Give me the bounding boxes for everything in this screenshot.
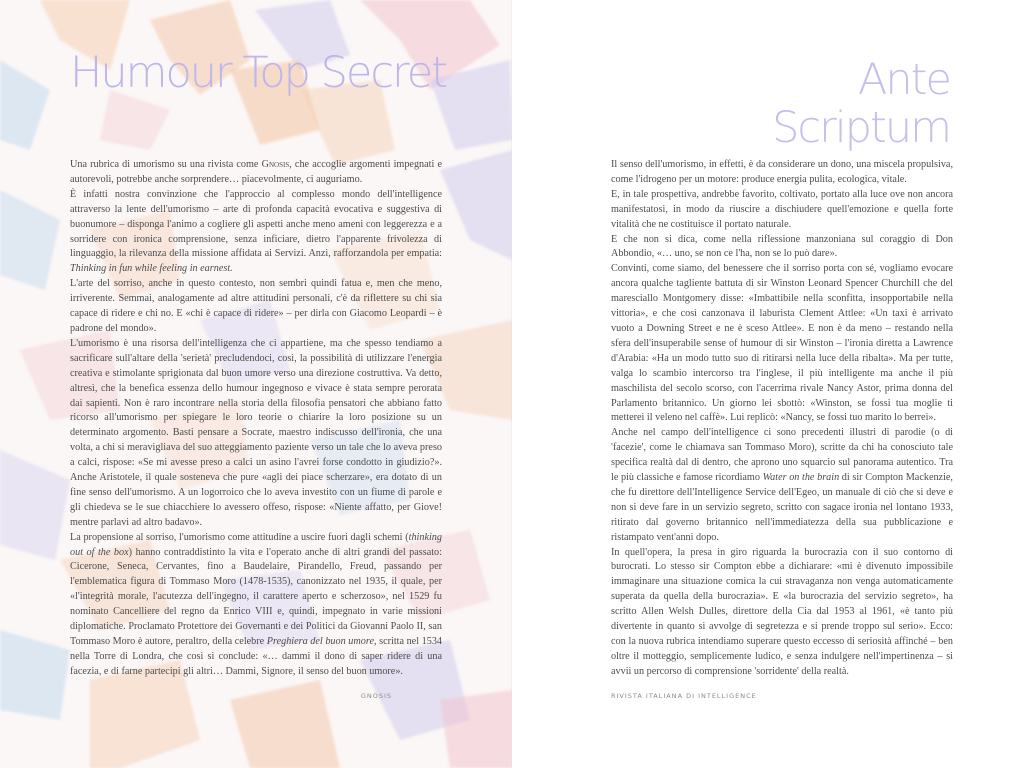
section-title-line: Scriptum bbox=[772, 103, 950, 153]
magazine-name: Gnosis bbox=[261, 159, 290, 170]
article-body-left bbox=[70, 158, 442, 680]
paragraph: L'umorismo è una risorsa dell'intelligenza che ci appartiene, ma che spesso tendiamo a sacrificare sull'altare della 'serietà' precludendoci, così, la possibilità di utilizzare l'energia creativa e stimolante sprigionata dal buon umore verso una direzione costruttiva. Va detto, altresì, che la benefica essenza dello humour ingegnoso e vivace è stata sempre perorata dai sapienti. Non è raro incontrare nella storia della filosofia pensatori che abbiano fatto ricorso all'umorismo per spiegare le loro teorie o chiarire la loro posizione su un determinato argomento. Basti pensare a Socrate, maestro indiscusso dell'ironia, che una volta, a chi si meravigliava del suo atteggiamento paziente verso un tale che lo aveva preso a calci, rispose: «Se mi avesse preso a calci un asino l'avrei forse condotto in giudizio?». Anche Aristotele, il quale sosteneva che pure «agli dei piace scherzare», era dotato di un fine senso dell'umorismo. A un logorroico che lo aveva investito con un fiume di parole e gli chiedeva se le sue chiacchiere lo avessero offeso, rispose: «Niente affatto, per Giove! mentre parlavi ad altro badavo». bbox=[70, 337, 442, 528]
paragraph: Una rubrica di umorismo su una rivista come Gnosis, che accoglie argomenti impegnati e autorevoli, potrebbe anche sorprendere… piacevolmente, ci auguriamo. bbox=[70, 159, 443, 185]
bird-shape bbox=[0, 630, 70, 720]
folio-magazine-name: GNOSIS bbox=[360, 692, 392, 700]
folio-magazine-subtitle: RIVISTA ITALIANA DI INTELLIGENCE bbox=[611, 692, 757, 700]
bird-shape bbox=[230, 680, 340, 768]
bird-shape bbox=[440, 150, 512, 260]
bird-shape bbox=[440, 690, 512, 768]
paragraph: Anche nel campo dell'intelligence ci sono precedenti illustri di parodie (o di 'facezie', come le chiamava san Tommaso Moro), scritte da chi ha conosciuto tale specifica realtà dal di dentro, che aprono uno squarcio sul panorama autentico. Tra le più classiche e famose ricordiamo Water on the brain di sir Compton Mackenzie, che fu direttore dell'Intelligence Service dell'Egeo, un manuale di ciò che si deve e non si deve fare in un servizio segreto, scritto con sagace ironia nel lontano 1933, ritirato dal governo britannico nell'immediatezza della sua pubblicazione e ristampato vent'anni dopo. bbox=[611, 427, 953, 543]
paragraph: Convinti, come siamo, del benessere che il sorriso porta con sé, vogliamo evocare ancora qualche tagliente battuta di sir Winston Leonard Spencer Churchill che del maresciallo Montgomery disse: «Imbattibile nella sconfitta, insopportabile nella vittoria», e che così canzonava il laburista Clement Attlee: «Un taxi è arrivato vuoto a Downing Street e ne è sceso Attlee». E non è da meno – restando nella sfera dell'insuperabile sense of humour di sir Winston – l'ironia diretta a Lawrence d'Arabia: «Ha un modo tutto suo di ritirarsi nella luce della ribalta». Ma per tutte, valga lo scambio intercorso tra l'inglese, il più intelligente ma anche il più maschilista del secolo scorso, con l'acerrima rivale Nancy Astor, prima donna del Parlamento britannico. Un giorno lei sbottò: «Winston, se fossi tua moglie ti metterei il veleno nel caffè». Lui replicò: «Nancy, se fossi tuo marito lo berrei». bbox=[611, 263, 953, 424]
section-title bbox=[772, 56, 950, 152]
bird-shape bbox=[0, 450, 70, 560]
book-title: Water on the brain bbox=[762, 472, 840, 484]
paragraph: In quell'opera, la presa in giro riguarda la burocrazia con il suo contorno di burocrati. Lo stesso sir Compton ebbe a dichiarare: «mi è divenuto impossibile immaginare una situazione comica la cui stravaganza non venga automaticamente superata da quella della burocrazia». E «la burocrazia del servizio segreto», ha scritto Allen Welsh Dulles, direttore della Cia dal 1953 al 1961, «è tanto più divertente in quanto si avvolge di segretezza e si prende troppo sul serio». Ecco: con la nuova rubrica intendiamo superare questo eccesso di seriosità affinché – ben oltre il motteggio, semplicemente ludico, e senza indulgere nell'impertinenza – si avvii un percorso di comprensione 'sorridente' della realtà. bbox=[611, 546, 953, 677]
paragraph: La propensione al sorriso, l'umorismo come attitudine a uscire fuori dagli schemi (thinking out of the box) hanno contraddistinto la vita e l'operato anche di altri grandi del passato: Cicerone, Seneca, Cervantes, fino a Baudelaire, Pirandello, Freud, passando per l'emblematica figura di Tommaso Moro (1478-1535), canonizzato nel 1935, il quale, per «l'integrità morale, l'acutezza dell'ingegno, il carattere aperto e scherzoso», nel 1529 fu nominato Cancelliere del regno da Enrico VIII e, quindi, impegnato in varie missioni diplomatiche. Proclamato Protettore dei Governanti e dei Politici da Giovanni Paolo II, san Tommaso Moro è autore, peraltro, della celebre Preghiera del buon umore, scritta nel 1534 nella Torre di Londra, che così si conclude: «… dammi il dono di saper ridere di una facezia, e di farne partecipi gli altri… Dammi, Signore, il senso del buon umore». bbox=[70, 531, 443, 677]
bird-shape bbox=[0, 60, 50, 150]
paragraph: E che non si dica, come nella riflessione manzoniana sul coraggio di Don Abbondio, «… uno, se non ce l'ha, non se lo può dare». bbox=[611, 233, 953, 260]
bird-shape bbox=[100, 90, 170, 150]
right-page bbox=[512, 0, 1024, 768]
paragraph: È infatti nostra convinzione che l'approccio al complesso mondo dell'intelligence attraverso la lente dell'umorismo – arte di profonda capacità evocativa e suggestiva di buonumore – disponga l'animo a cogliere gli aspetti anche meno ameni con leggerezza e a sorridere con ironica comprensione, senza inficiare, dietro l'apparente frivolezza di linguaggio, la rilevanza della missione affidata ai Servizi. Anzi, rafforzandola per empatia: Thinking in fun while feeling in earnest. bbox=[70, 188, 442, 275]
bird-shape bbox=[0, 190, 60, 290]
paragraph: L'arte del sorriso, anche in questo contesto, non sembri quindi fatua e, men che meno, irriverente. Semmai, analogamente ad altre attitudini personali, c'è da riflettere su chi sia capace di ridere e chi no. E «chi è capace di ridere» – per dirla con Giacomo Leopardi – è padrone del mondo». bbox=[70, 278, 442, 334]
article-body-right bbox=[611, 158, 953, 680]
paragraph: E, in tale prospettiva, andrebbe favorito, coltivato, portato alla luce ove non ancora manifestatosi, in modo da riuscire a dischiudere quell'emozione e quella forte vitalità che ne costituisce il portato naturale. bbox=[611, 188, 953, 230]
paragraph: Il senso dell'umorismo, in effetti, è da considerare un dono, una miscela propulsiva, come l'idrogeno per un motore: produce energia pulita, ecologica, vitale. bbox=[611, 159, 953, 185]
english-motto: Thinking in fun while feeling in earnest. bbox=[70, 263, 233, 275]
book-title: Preghiera del buon umore bbox=[266, 636, 374, 647]
page-title: Humour Top Secret bbox=[70, 48, 447, 98]
section-title-line: Ante bbox=[858, 55, 950, 105]
